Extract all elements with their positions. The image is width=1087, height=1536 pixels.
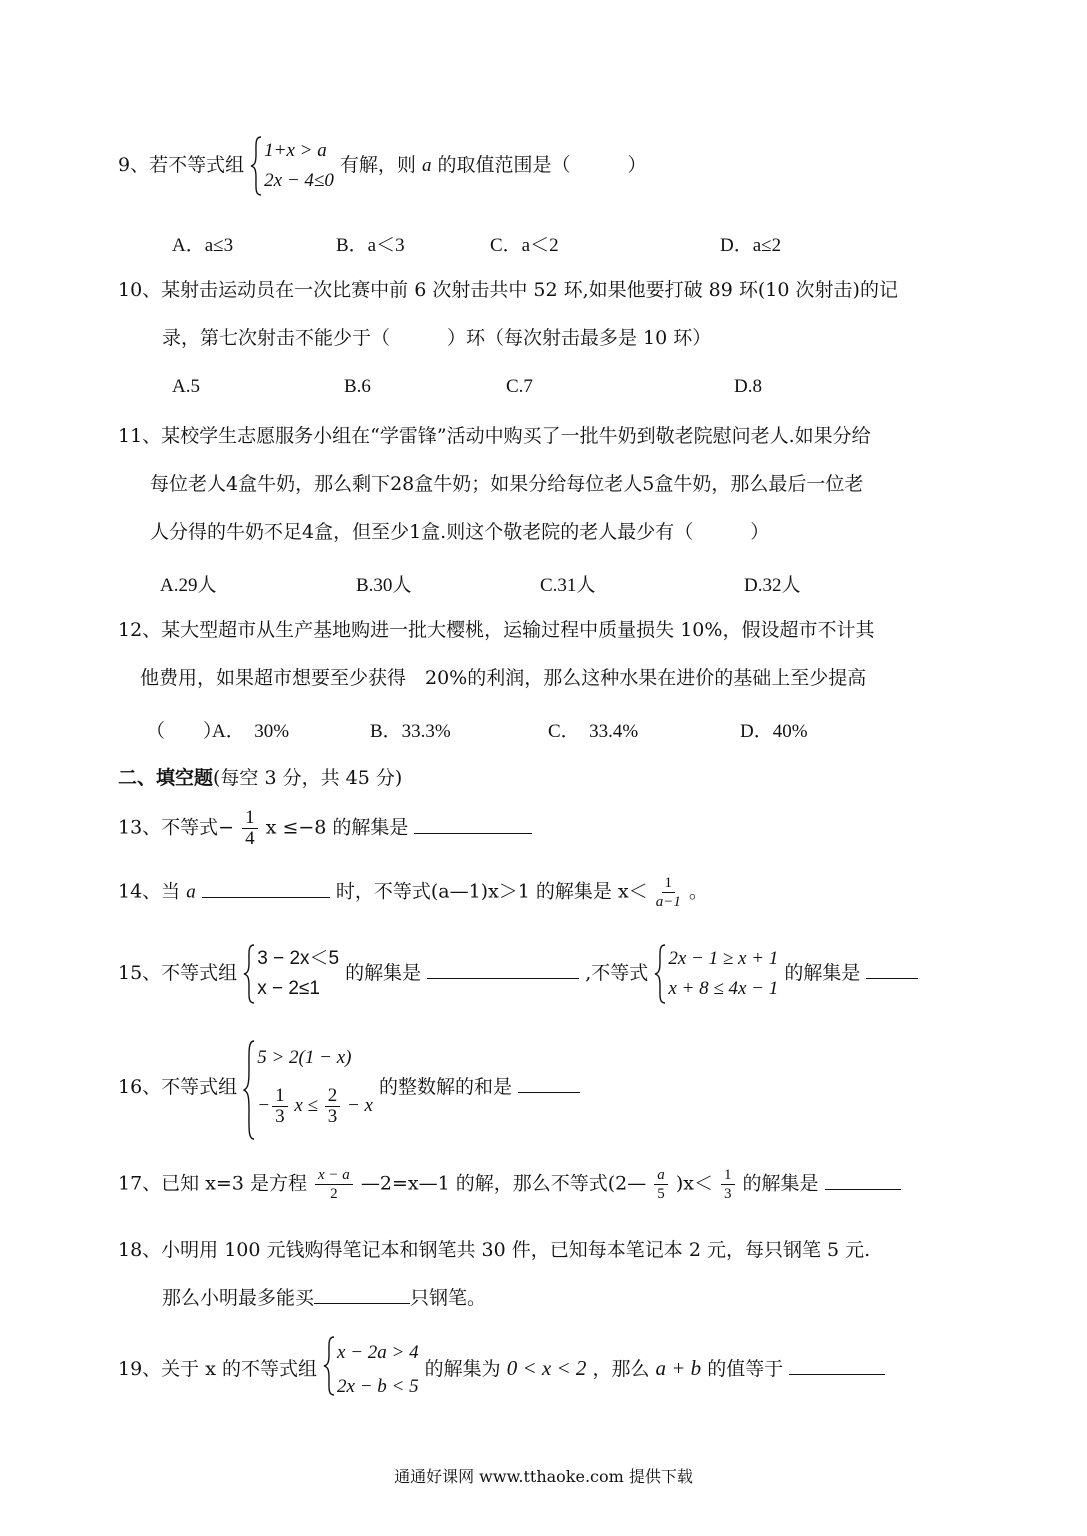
- q9-prefix: 9、若不等式组: [118, 154, 245, 176]
- q16-minus: −: [257, 1095, 271, 1116]
- q19-mid2: ，那么: [592, 1358, 650, 1380]
- q17-fraction-3: [721, 1166, 735, 1203]
- q12-option-a: A． 30%: [212, 721, 290, 742]
- q14-den: a−1: [655, 894, 681, 910]
- q12-paren: （ ）: [146, 721, 223, 742]
- q19-row-2: 2x − b < 5: [337, 1376, 419, 1397]
- q11-option-d: D.32人: [744, 575, 801, 596]
- q17-answer-blank[interactable]: [825, 1171, 901, 1190]
- q17-den-2: 5: [657, 1186, 665, 1202]
- question-16: [118, 1040, 580, 1136]
- q16-inequality-system: [243, 1040, 373, 1136]
- q17-prefix: 17、已知 x=3 是方程: [118, 1172, 307, 1195]
- q9-suffix-a: 有解，则: [339, 154, 416, 176]
- q14-variable: a: [186, 881, 196, 903]
- q9-variable: a: [421, 155, 432, 176]
- q15-sys2-row-1: 2x − 1 ≥ x + 1: [668, 948, 779, 969]
- q17-den-3: 3: [724, 1186, 732, 1202]
- q14-prefix: 14、当: [118, 880, 181, 903]
- q19-prefix: 19、关于 x 的不等式组: [118, 1358, 317, 1380]
- q12-option-b: B．33.3%: [370, 721, 451, 742]
- q11-line-3: 人分得的牛奶不足4盒，但至少1盒.则这个敬老院的老人最少有（ ）: [150, 521, 770, 543]
- q16-mid: x ≤: [294, 1095, 318, 1116]
- q16-suffix: 的整数解的和是: [379, 1076, 513, 1098]
- q13-den: 4: [245, 828, 255, 849]
- q10-line-1: 10、某射击运动员在一次比赛中前 6 次射击共中 52 环,如果他要打破 89 环(10 次射击)的记: [118, 279, 898, 301]
- q16-fraction-2: [325, 1086, 341, 1127]
- q12-line-1: 12、某大型超市从生产基地购进一批大樱桃，运输过程中质量损失 10%，假设超市不计其: [118, 619, 875, 641]
- q19-end: 的值等于: [707, 1358, 784, 1380]
- q18-line-2: [162, 1284, 486, 1312]
- q14-end: 。: [688, 880, 708, 903]
- q13-num: 1: [242, 808, 258, 829]
- q15-answer-blank-1[interactable]: [427, 960, 579, 979]
- q18-line-1: 18、小明用 100 元钱购得笔记本和钢笔共 30 件，已知每本笔记本 2 元，每只钢笔 5 元.: [118, 1239, 871, 1261]
- q16-row-1: 5 > 2(1 − x): [257, 1047, 352, 1068]
- brace-icon: [654, 944, 666, 1004]
- q17-mid2: )x＜: [675, 1172, 713, 1195]
- question-19: [118, 1336, 885, 1404]
- q19-inequality-system: [323, 1336, 419, 1404]
- q18-line-2a: 那么小明最多能买: [162, 1287, 315, 1309]
- q11-line-2: 每位老人4盒牛奶，那么剩下28盒牛奶；如果分给每位老人5盒牛奶，那么最后一位老: [150, 473, 864, 495]
- q19-mid: 的解集为: [424, 1358, 501, 1380]
- q9-inequality-system: [250, 136, 334, 196]
- q9-option-b: B．a＜3: [336, 235, 405, 256]
- q17-num-2: a: [654, 1166, 668, 1185]
- q11-line-1: 11、某校学生志愿服务小组在“学雷锋”活动中购买了一批牛奶到敬老院慰问老人.如果分给: [118, 425, 871, 447]
- q9-option-d: D．a≤2: [720, 235, 782, 256]
- q15-sys2-row-2: x + 8 ≤ 4x − 1: [668, 978, 779, 999]
- q15-answer-blank-2[interactable]: [866, 960, 918, 979]
- question-14: [118, 874, 708, 911]
- q16-den-2: 3: [327, 1106, 338, 1128]
- q19-expr: a + b: [655, 1356, 702, 1380]
- q13-prefix: 13、不等式−: [118, 816, 235, 839]
- page-footer: 通通好课网 www.tthaoke.com 提供下载: [394, 1467, 693, 1486]
- q15-sys1-row-1: 3 − 2x＜5: [257, 948, 340, 969]
- q16-num-1: 1: [272, 1086, 288, 1107]
- q17-end: 的解集是: [742, 1172, 819, 1195]
- q16-num-2: 2: [325, 1086, 341, 1107]
- q16-row-2: [257, 1076, 373, 1136]
- brace-icon: [243, 944, 255, 1004]
- q10-option-d: D.8: [734, 376, 762, 397]
- q15-mid2: ,不等式: [585, 962, 649, 984]
- q15-system-1: [243, 944, 339, 1004]
- q16-answer-blank[interactable]: [518, 1074, 580, 1093]
- question-13: [118, 808, 532, 849]
- q13-answer-blank[interactable]: [414, 815, 532, 834]
- question-17: [118, 1166, 901, 1203]
- section-2-heading: [118, 764, 402, 792]
- q10-option-c: C.7: [506, 376, 533, 397]
- q15-end: 的解集是: [784, 962, 861, 984]
- q12-option-d: D．40%: [740, 721, 808, 742]
- q9-option-a: A．a≤3: [172, 235, 234, 256]
- q15-sys1-row-2: x − 2≤1: [257, 978, 320, 999]
- brace-icon: [250, 136, 262, 196]
- q15-system-2: [654, 944, 778, 1004]
- question-15: [118, 944, 918, 1004]
- q9-suffix-b: 的取值范围是（ ）: [437, 154, 647, 176]
- q14-num: 1: [662, 874, 676, 893]
- q9-row-2: 2x − 4≤0: [264, 170, 334, 191]
- q15-prefix: 15、不等式组: [118, 962, 238, 984]
- q11-option-a: A.29人: [160, 575, 217, 596]
- q19-answer-blank[interactable]: [789, 1356, 885, 1375]
- q17-num-1: x − a: [315, 1166, 353, 1185]
- q19-range: 0 < x < 2: [506, 1356, 587, 1380]
- q10-line-2: 录，第七次射击不能少于（ ）环（每次射击最多是 10 环）: [162, 327, 712, 349]
- q19-row-1: x − 2a > 4: [337, 1342, 419, 1363]
- q16-prefix: 16、不等式组: [118, 1076, 238, 1098]
- q16-tail: − x: [346, 1095, 373, 1116]
- q11-option-b: B.30人: [356, 575, 412, 596]
- q10-option-b: B.6: [344, 376, 371, 397]
- q17-num-3: 1: [721, 1166, 735, 1185]
- q14-fraction: [656, 874, 681, 911]
- q12-line-2: 他费用，如果超市想要至少获得 20%的利润，那么这种水果在进价的基础上至少提高: [140, 667, 867, 689]
- q9-option-c: C．a＜2: [490, 235, 559, 256]
- q13-fraction: [242, 808, 258, 849]
- q16-fraction-1: [272, 1086, 288, 1127]
- q17-den-1: 2: [330, 1186, 338, 1202]
- brace-icon: [243, 1040, 255, 1140]
- q14-mid: 时，不等式(a—1)x＞1 的解集是 x＜: [335, 880, 648, 903]
- q16-den-1: 3: [275, 1106, 285, 1128]
- q9-row-1: 1+x > a: [264, 140, 327, 161]
- q10-option-a: A.5: [172, 376, 200, 397]
- q14-answer-blank[interactable]: [202, 879, 330, 898]
- section-2-title: 二、填空题: [118, 767, 214, 789]
- q17-fraction-2: [654, 1166, 668, 1203]
- q12-option-c: C． 33.4%: [548, 721, 639, 742]
- q18-line-2b: 只钢笔。: [410, 1287, 487, 1309]
- section-2-note: (每空 3 分，共 45 分): [213, 767, 403, 789]
- q13-mid: x ≤−8 的解集是: [265, 816, 409, 839]
- q18-answer-blank[interactable]: [314, 1285, 410, 1304]
- q15-mid: 的解集是: [345, 962, 422, 984]
- q17-mid: —2=x—1 的解，那么不等式(2—: [360, 1172, 647, 1195]
- q17-fraction-1: [315, 1166, 353, 1203]
- q11-option-c: C.31人: [540, 575, 596, 596]
- question-9: [118, 136, 647, 196]
- brace-icon: [323, 1336, 335, 1396]
